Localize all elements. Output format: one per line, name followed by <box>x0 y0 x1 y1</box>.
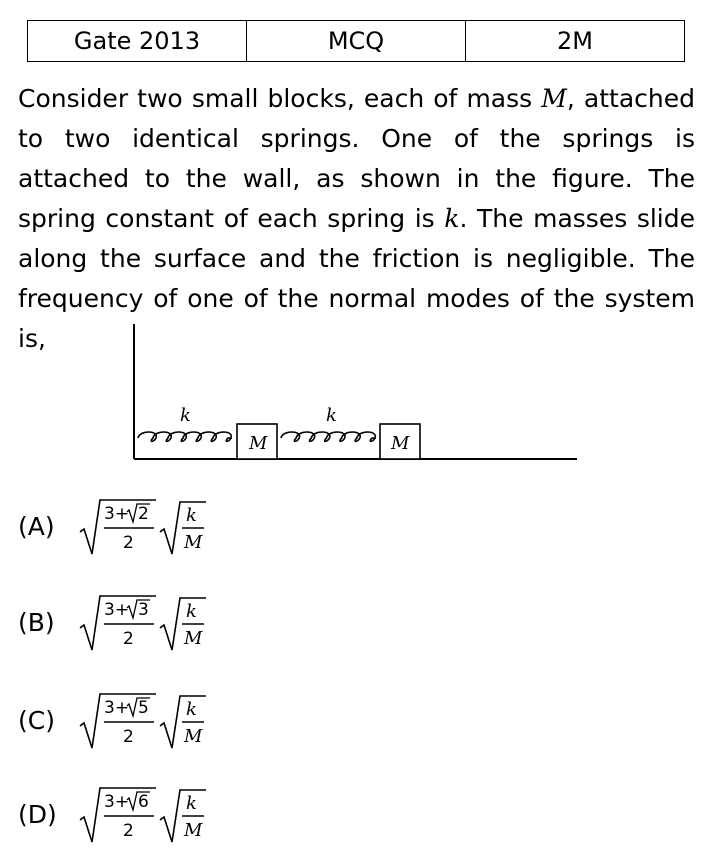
question-part3: . The masses slide along the surface and the friction is negligible. The frequency of one of the normal modes of the system is, <box>18 204 695 353</box>
option-b-num-const: 3+ <box>104 600 130 620</box>
mass-symbol: M <box>541 84 567 113</box>
option-d-m: M <box>184 820 203 841</box>
question-text <box>18 79 695 359</box>
option-d-den: 2 <box>123 821 134 841</box>
option-c-den: 2 <box>123 727 134 747</box>
option-d-num-const: 3+ <box>104 792 130 812</box>
header-exam: Gate 2013 <box>73 27 201 55</box>
option-b-label: (B) <box>18 608 55 637</box>
header-marks: 2M <box>465 21 684 61</box>
spring-constant-symbol: k <box>444 204 460 233</box>
option-d-k: k <box>186 793 197 814</box>
option-a-k: k <box>186 505 197 526</box>
option-b-k: k <box>186 601 197 622</box>
option-d-root: 6 <box>138 792 149 812</box>
option-a-root: 2 <box>138 504 149 524</box>
option-a-den: 2 <box>123 533 134 553</box>
spring-1-label: k <box>180 405 191 426</box>
block-1-label: M <box>249 433 268 454</box>
question-part2: , attached to two identical springs. One of the springs is attached to the wall, as shown in the figure. The spring constant of each spring is <box>18 84 695 233</box>
option-a-num-const: 3+ <box>104 504 130 524</box>
option-c-label: (C) <box>18 706 55 735</box>
spring-2-label: k <box>326 405 337 426</box>
option-b-root: 3 <box>138 600 149 620</box>
option-c-m: M <box>184 726 203 747</box>
spring-2 <box>281 432 376 441</box>
question-part1: Consider two small blocks, each of mass <box>18 84 542 113</box>
block-2-label: M <box>391 433 410 454</box>
spring-1 <box>138 432 232 441</box>
option-d-formula <box>78 786 218 846</box>
option-b-m: M <box>184 628 203 649</box>
header-type: MCQ <box>246 21 465 61</box>
option-c-k: k <box>186 699 197 720</box>
option-c-num-const: 3+ <box>104 698 130 718</box>
option-d-label: (D) <box>18 800 57 829</box>
option-c-root: 5 <box>138 698 149 718</box>
spring-mass-figure <box>120 318 580 464</box>
option-a-formula <box>78 498 218 558</box>
option-b-formula <box>78 594 218 654</box>
header-table <box>27 20 685 62</box>
option-c-formula <box>78 692 218 752</box>
option-b-den: 2 <box>123 629 134 649</box>
option-a-label: (A) <box>18 512 55 541</box>
option-a-m: M <box>184 532 203 553</box>
